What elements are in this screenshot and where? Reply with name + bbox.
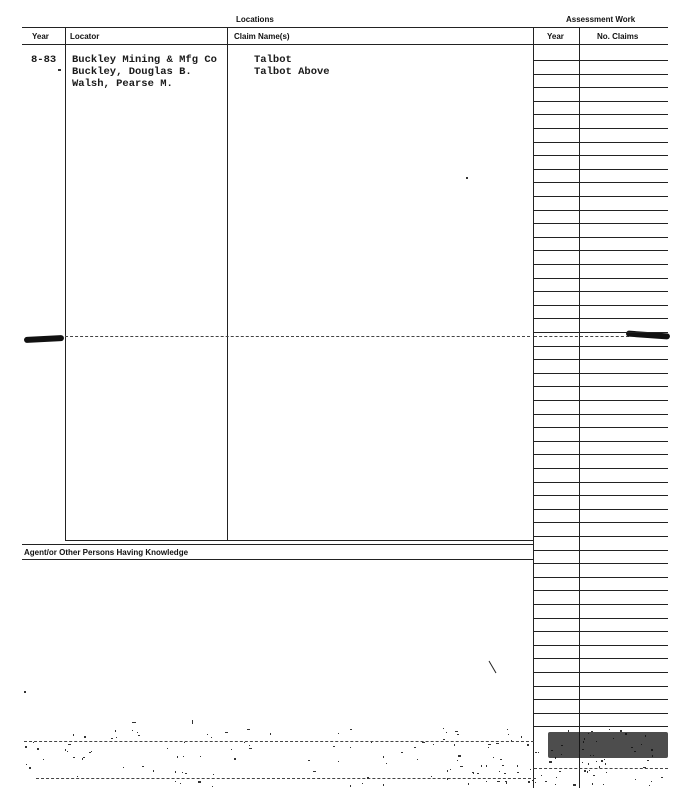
speckle	[584, 770, 586, 772]
assessment-row-rule	[534, 359, 668, 360]
speckle	[414, 747, 416, 748]
assessment-row-rule	[534, 590, 668, 591]
speckle	[367, 777, 369, 779]
speckle	[200, 756, 201, 757]
speckle	[244, 742, 245, 743]
speckle	[604, 759, 605, 760]
speckle	[458, 755, 461, 757]
speckle	[137, 732, 138, 733]
speckle	[73, 734, 74, 736]
speckle	[488, 744, 491, 745]
speckle	[350, 729, 352, 730]
speckle	[319, 778, 320, 779]
speckle	[73, 757, 75, 758]
speckle	[559, 771, 561, 772]
year-column-header: Year	[32, 32, 49, 41]
speckle	[609, 729, 610, 730]
speckle	[115, 730, 116, 732]
speckle	[383, 784, 384, 786]
assessment-row-rule	[534, 101, 668, 102]
assessment-row-rule	[534, 210, 668, 211]
speckle	[175, 781, 176, 782]
speckle	[549, 761, 552, 763]
speckle	[592, 783, 593, 785]
speckle	[350, 747, 351, 748]
speckle	[603, 784, 604, 785]
speckle	[635, 779, 636, 780]
speckle	[433, 744, 434, 745]
assessment-row-rule	[534, 400, 668, 401]
assessment-row-rule	[534, 536, 668, 537]
assessment-row-rule	[534, 346, 668, 347]
speckle	[182, 772, 183, 773]
speckle	[486, 765, 487, 767]
fold-smudge-left	[24, 335, 64, 343]
assessment-row-rule	[534, 87, 668, 88]
speckle	[472, 772, 473, 773]
stray-dot-3	[192, 720, 193, 724]
speckle	[505, 781, 507, 782]
assessment-row-rule	[534, 223, 668, 224]
speckle	[29, 767, 31, 769]
speckle	[338, 733, 339, 734]
speckle	[599, 766, 600, 768]
assessment-row-rule	[534, 468, 668, 469]
assessment-row-rule	[534, 482, 668, 483]
speckle	[481, 765, 482, 767]
speckle	[535, 752, 537, 753]
speckle	[26, 764, 27, 765]
speckle	[25, 746, 27, 748]
speckle	[313, 771, 316, 772]
top-rule	[22, 27, 668, 28]
speckle	[89, 752, 91, 753]
speckle	[651, 781, 652, 782]
assessment-row-rule	[534, 414, 668, 415]
assessment-row-rule	[534, 454, 668, 455]
stray-dot-2	[132, 722, 136, 723]
stray-dot-1	[24, 691, 26, 693]
assessment-row-rule	[534, 182, 668, 183]
speckle	[605, 763, 606, 765]
speckle	[167, 748, 168, 749]
speckle	[123, 767, 124, 768]
speckle	[153, 770, 154, 772]
speckle	[308, 760, 310, 761]
speckle	[499, 771, 500, 772]
claim-name-1: Talbot	[254, 54, 292, 66]
assessment-row-rule	[534, 618, 668, 619]
assessment-row-rule	[534, 373, 668, 374]
speckle	[401, 752, 403, 753]
speckle	[198, 781, 201, 783]
assessment-row-rule	[534, 250, 668, 251]
speckle	[601, 760, 603, 762]
speckle	[504, 773, 506, 774]
speckle	[417, 759, 418, 760]
speckle	[517, 765, 518, 767]
speckle	[457, 760, 458, 761]
assessment-row-rule	[534, 509, 668, 510]
speckle	[249, 745, 250, 746]
assessment-row-rule	[534, 128, 668, 129]
speckle	[447, 778, 448, 780]
locator-column-header: Locator	[70, 32, 100, 41]
assessment-row-rule	[534, 386, 668, 387]
speckle	[183, 756, 184, 757]
speckle	[468, 783, 469, 785]
speckle	[185, 773, 187, 774]
speckle	[116, 737, 117, 738]
speckle	[212, 786, 213, 787]
scan-smear	[548, 732, 668, 758]
speckle	[350, 785, 351, 787]
assessment-row-rule	[534, 441, 668, 442]
speckle	[111, 738, 113, 739]
assessment-row-rule	[534, 278, 668, 279]
speckle	[582, 762, 583, 763]
speckle	[500, 759, 502, 760]
speckle	[527, 744, 529, 746]
speckle	[91, 751, 92, 752]
speckle	[521, 736, 522, 738]
speckle	[502, 765, 504, 766]
assessment-row-rule	[534, 577, 668, 578]
broken-rule	[24, 741, 534, 742]
assessment-row-rule	[534, 318, 668, 319]
speckle	[67, 751, 68, 752]
speckle	[596, 761, 597, 762]
assessment-work-header: Assessment Work	[566, 15, 636, 24]
assessment-row-rule	[534, 142, 668, 143]
assessment-row-rule	[534, 305, 668, 306]
entry-year: 8-83	[31, 54, 57, 66]
speckle	[493, 757, 494, 758]
speckle	[447, 770, 448, 772]
speckle	[383, 756, 384, 758]
speckle	[225, 732, 228, 733]
speckle	[508, 734, 509, 735]
speckle	[446, 732, 447, 733]
locator-line-2: Buckley, Douglas B.	[72, 66, 192, 78]
speckle	[533, 768, 534, 769]
speckle	[606, 772, 607, 773]
assessment-row-rule	[534, 726, 668, 727]
assessment-row-rule	[534, 645, 668, 646]
speckle	[333, 746, 335, 747]
broken-rule	[36, 778, 536, 779]
assessment-row-rule	[534, 196, 668, 197]
speckle	[589, 770, 590, 771]
assessment-year-column-header: Year	[547, 32, 564, 41]
assessment-row-rule	[534, 332, 668, 333]
stray-mark	[466, 177, 468, 179]
speckle	[231, 749, 232, 750]
claim-name-2: Talbot Above	[254, 66, 330, 78]
locations-header: Locations	[236, 15, 274, 24]
locator-line-1: Buckley Mining & Mfg Co	[72, 54, 217, 66]
speckle	[643, 767, 646, 768]
stray-slash	[489, 661, 497, 674]
speckle	[573, 784, 576, 786]
speckle	[65, 749, 66, 751]
assessment-row-rule	[534, 699, 668, 700]
speckle	[556, 777, 557, 778]
speckle	[207, 734, 208, 735]
speckle	[83, 757, 85, 758]
speckle	[587, 771, 588, 773]
speckle	[77, 776, 78, 777]
assessment-row-rule	[534, 169, 668, 170]
locations-bottom-rule	[66, 540, 534, 541]
agent-header: Agent/or Other Persons Having Knowledge	[24, 548, 189, 557]
speckle	[371, 742, 372, 743]
speckle	[649, 785, 650, 786]
speckle	[647, 760, 649, 761]
speckle	[555, 784, 556, 785]
assessment-row-rule	[534, 686, 668, 687]
speckle	[132, 730, 133, 731]
speckle	[37, 748, 39, 750]
speckle	[84, 736, 86, 738]
speckle	[593, 775, 595, 776]
speckle	[338, 761, 339, 762]
speckle	[386, 763, 387, 764]
assessment-row-rule	[534, 713, 668, 714]
speckle	[142, 766, 144, 767]
speckle	[488, 747, 489, 748]
speckle	[496, 743, 499, 744]
assessment-row-rule	[534, 658, 668, 659]
speckle	[460, 766, 463, 767]
speckle	[422, 742, 425, 743]
speckle	[247, 729, 250, 730]
assessment-row-rule	[534, 495, 668, 496]
speckle	[661, 777, 663, 778]
assessment-row-rule	[534, 74, 668, 75]
assessment-row-rule	[534, 155, 668, 156]
claim-names-column-header: Claim Name(s)	[234, 32, 290, 41]
speckle	[511, 740, 512, 741]
speckle	[82, 758, 83, 760]
speckle	[138, 735, 140, 736]
speckle	[517, 772, 519, 773]
speckle	[175, 771, 176, 773]
speckle	[454, 744, 455, 746]
assessment-row-rule	[534, 522, 668, 523]
speckle	[530, 769, 531, 770]
speckle	[211, 737, 212, 738]
assessment-row-rule	[534, 563, 668, 564]
speckle	[443, 739, 445, 740]
speckle	[68, 744, 71, 745]
speckle	[33, 742, 34, 743]
assessment-row-rule	[534, 291, 668, 292]
speckle	[457, 734, 459, 735]
speckle	[270, 733, 271, 735]
speckle	[234, 758, 236, 760]
speckle	[43, 759, 44, 760]
speckle	[450, 769, 451, 770]
locator-line-3: Walsh, Pearse M.	[72, 78, 173, 90]
speckle	[443, 728, 444, 729]
assessment-row-rule	[534, 672, 668, 673]
speckle	[528, 781, 530, 783]
assessment-row-rule	[534, 427, 668, 428]
speckle	[362, 783, 363, 784]
year-locator-divider	[65, 28, 66, 541]
assessment-row-rule	[534, 264, 668, 265]
agent-header-rule	[22, 559, 534, 560]
assessment-row-rule	[534, 114, 668, 115]
speckle	[477, 773, 479, 774]
speckle	[431, 776, 432, 777]
assessment-row-rule	[534, 60, 668, 61]
agent-top-rule	[22, 544, 534, 545]
speckle	[545, 781, 547, 782]
header-rule	[22, 44, 668, 45]
assessment-row-rule	[534, 237, 668, 238]
locator-claim-divider	[227, 28, 228, 541]
fold-line	[60, 336, 530, 337]
assessment-row-rule	[534, 550, 668, 551]
speckle	[213, 774, 214, 775]
speckle	[177, 756, 178, 758]
speckle	[249, 748, 252, 749]
no-claims-column-header: No. Claims	[597, 32, 639, 41]
speckle	[535, 782, 536, 783]
speckle	[455, 731, 458, 732]
speckle	[507, 729, 508, 730]
speckle	[497, 781, 500, 782]
ditto-mark	[58, 69, 61, 71]
broken-rule	[534, 768, 668, 769]
assessment-row-rule	[534, 604, 668, 605]
speckle	[473, 772, 474, 774]
speckle	[506, 782, 507, 784]
speckle	[184, 742, 185, 743]
speckle	[532, 780, 533, 781]
speckle	[486, 781, 487, 782]
assessment-row-rule	[534, 631, 668, 632]
speckle	[180, 783, 181, 784]
speckle	[541, 775, 542, 776]
fold-line-right	[534, 336, 629, 337]
speckle	[588, 763, 589, 765]
speckle	[538, 752, 539, 753]
